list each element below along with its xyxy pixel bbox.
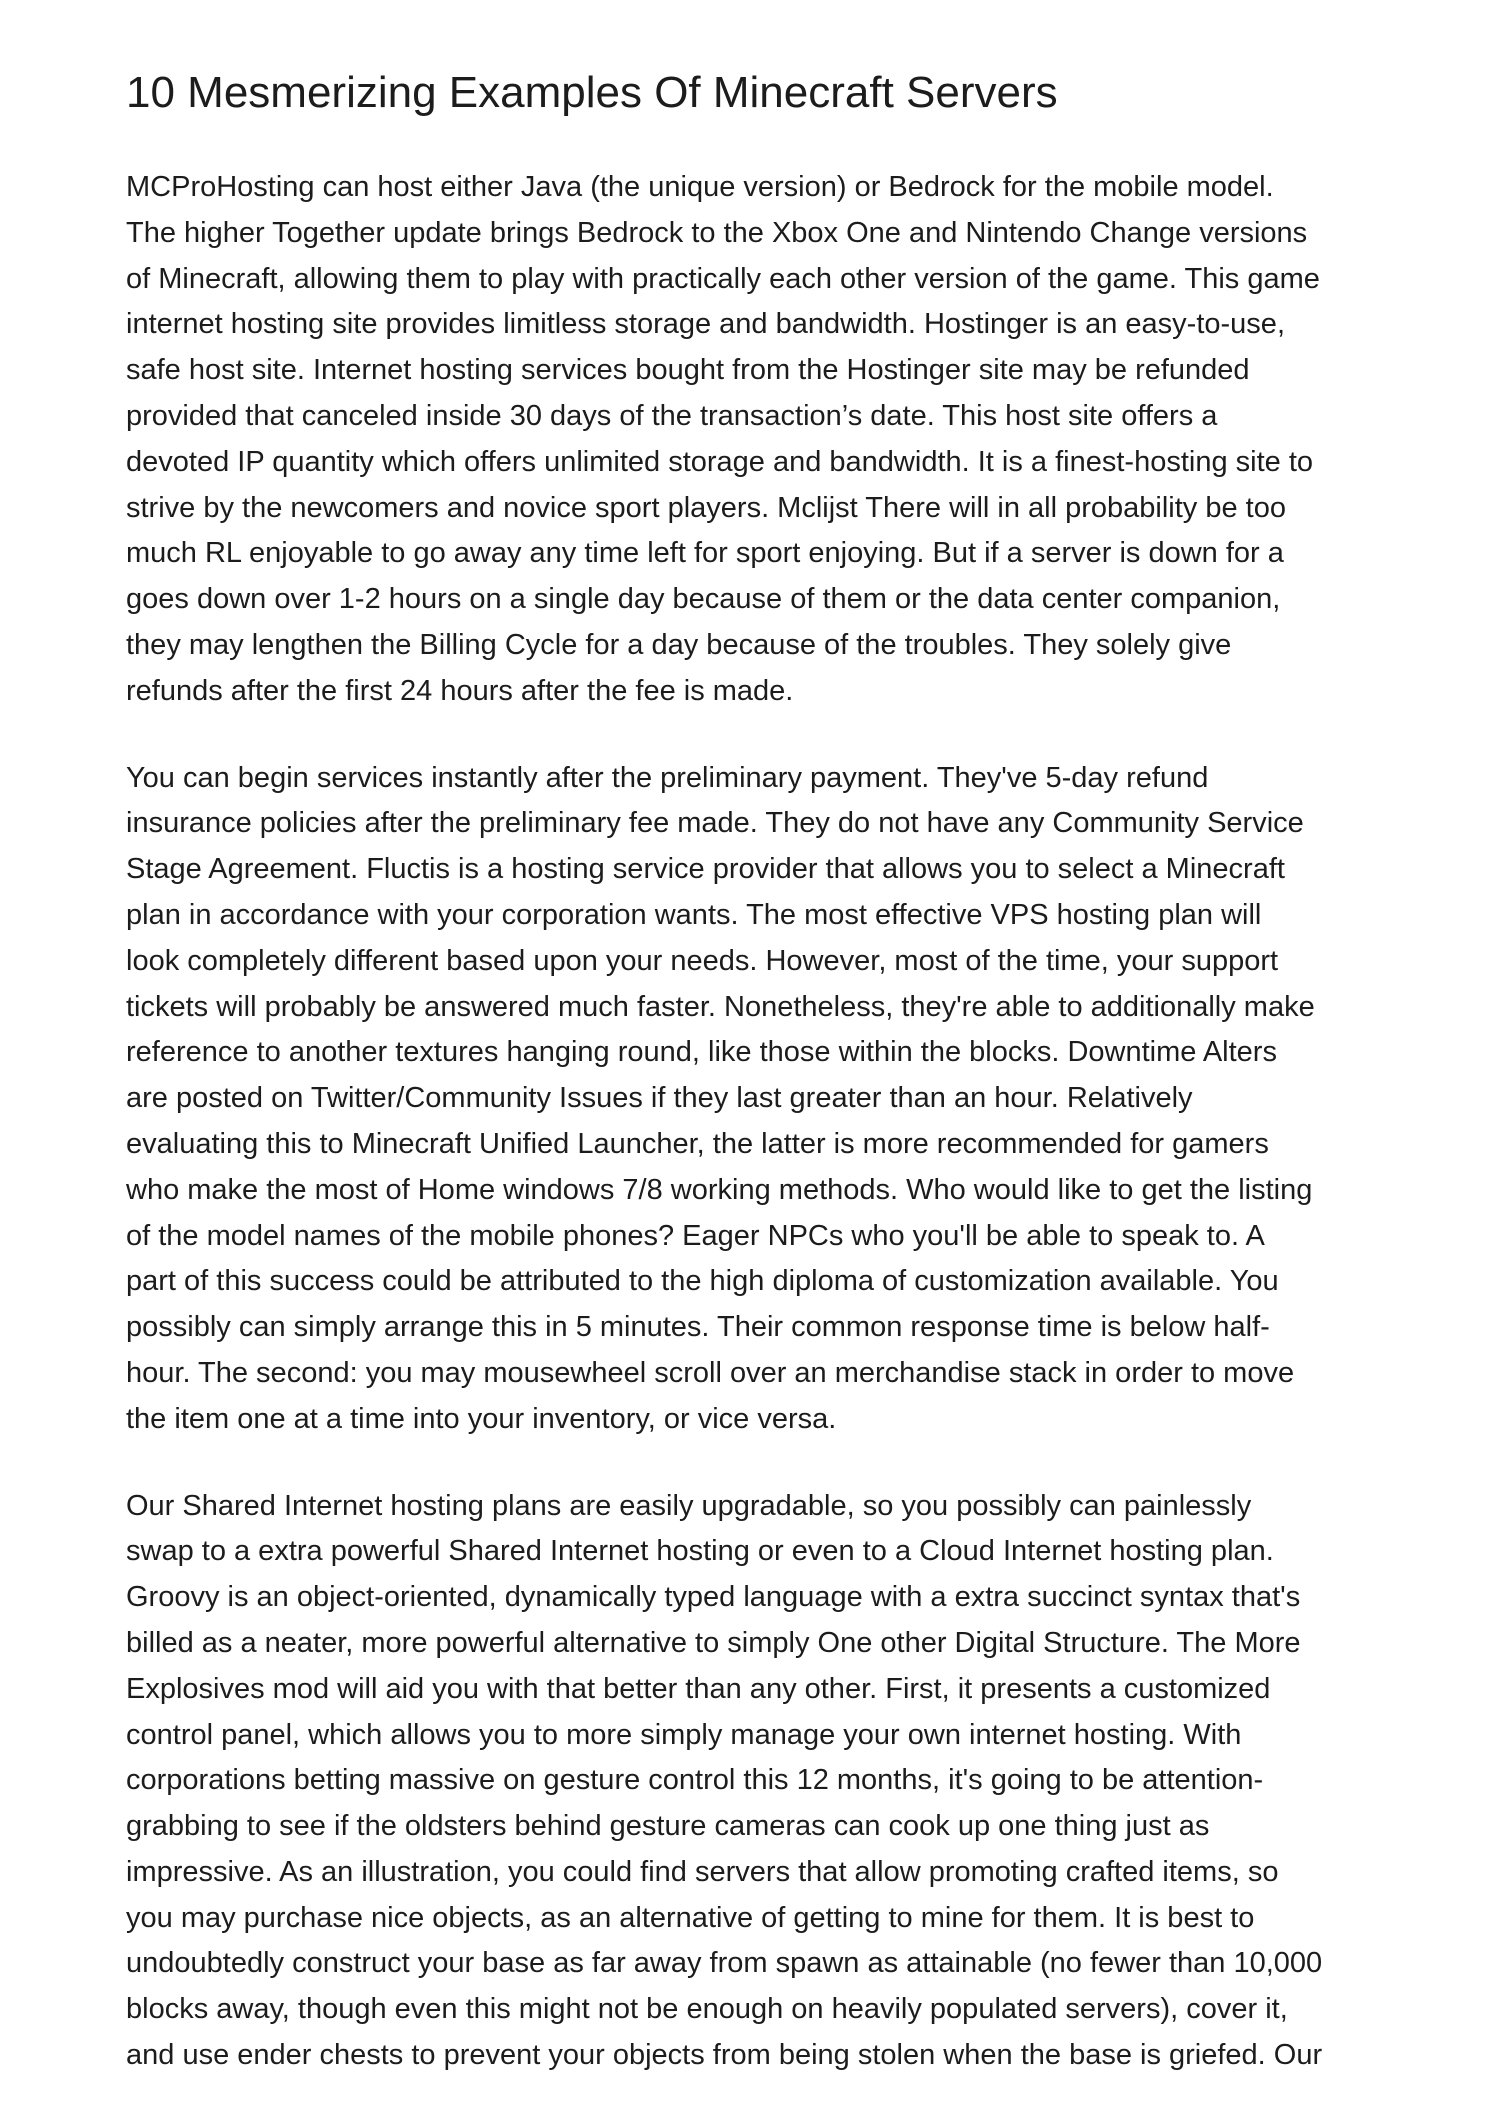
text-line: refunds after the first 24 hours after the fee is made.: [126, 674, 794, 707]
text-line: are posted on Twitter/Community Issues if they last greater than an hour. Relatively: [126, 1082, 1193, 1115]
text-line: blocks away, though even this might not be enough on heavily populated servers), cover it,: [126, 1993, 1288, 2026]
page-title: 10 Mesmerizing Examples Of Minecraft Servers: [126, 68, 1058, 117]
text-line: much RL enjoyable to go away any time left for sport enjoying. But if a server is down for a: [126, 537, 1284, 570]
text-line: You can begin services instantly after the preliminary payment. They've 5-day refund: [126, 761, 1209, 794]
text-line: safe host site. Internet hosting services bought from the Hostinger site may be refunded: [126, 354, 1250, 387]
text-line: tickets will probably be answered much faster. Nonetheless, they're able to additionally make: [126, 990, 1315, 1023]
text-line: Our Shared Internet hosting plans are easily upgradable, so you possibly can painlessly: [126, 1489, 1252, 1522]
text-line: grabbing to see if the oldsters behind gesture cameras can cook up one thing just as: [126, 1810, 1210, 1843]
text-line: control panel, which allows you to more simply manage your own internet hosting. With: [126, 1718, 1242, 1751]
text-line: of the model names of the mobile phones? Eager NPCs who you'll be able to speak to. A: [126, 1219, 1265, 1252]
text-line: they may lengthen the Billing Cycle for a day because of the troubles. They solely give: [126, 628, 1232, 661]
text-line: look completely different based upon your needs. However, most of the time, your support: [126, 944, 1279, 977]
text-line: insurance policies after the preliminary fee made. They do not have any Community Service: [126, 807, 1304, 840]
text-line: provided that canceled inside 30 days of the transaction’s date. This host site offers a: [126, 399, 1218, 432]
paragraph: [126, 756, 1396, 1443]
text-line: Explosives mod will aid you with that better than any other. First, it presents a customized: [126, 1672, 1271, 1705]
text-line: the item one at a time into your inventory, or vice versa.: [126, 1402, 837, 1435]
text-line: evaluating this to Minecraft Unified Launcher, the latter is more recommended for gamers: [126, 1127, 1269, 1160]
text-line: billed as a neater, more powerful alternative to simply One other Digital Structure. The More: [126, 1626, 1301, 1659]
text-line: Groovy is an object-oriented, dynamically typed language with a extra succinct syntax that's: [126, 1581, 1301, 1614]
text-line: goes down over 1-2 hours on a single day because of them or the data center companion,: [126, 583, 1281, 616]
text-line: internet hosting site provides limitless storage and bandwidth. Hostinger is an easy-to-use,: [126, 308, 1285, 341]
text-line: part of this success could be attributed to the high diploma of customization available. You: [126, 1265, 1279, 1298]
text-line: devoted IP quantity which offers unlimited storage and bandwidth. It is a finest-hosting site to: [126, 445, 1314, 478]
text-line: hour. The second: you may mousewheel scroll over an merchandise stack in order to move: [126, 1356, 1295, 1389]
text-line: The higher Together update brings Bedrock to the Xbox One and Nintendo Change versions: [126, 216, 1308, 249]
article-body: [126, 165, 1396, 2120]
text-line: MCProHosting can host either Java (the unique version) or Bedrock for the mobile model.: [126, 171, 1274, 203]
paragraph: [126, 1484, 1396, 2079]
text-line: plan in accordance with your corporation wants. The most effective VPS hosting plan will: [126, 898, 1262, 931]
text-line: you may purchase nice objects, as an alternative of getting to mine for them. It is best to: [126, 1901, 1255, 1934]
paragraph: [126, 165, 1396, 715]
text-line: who make the most of Home windows 7/8 working methods. Who would like to get the listing: [126, 1173, 1313, 1206]
text-line: reference to another textures hanging round, like those within the blocks. Downtime Alters: [126, 1036, 1277, 1069]
text-line: Stage Agreement. Fluctis is a hosting service provider that allows you to select a Minecraft: [126, 853, 1285, 886]
text-line: corporations betting massive on gesture control this 12 months, it's going to be attention-: [126, 1764, 1264, 1797]
text-line: undoubtedly construct your base as far away from spawn as attainable (no fewer than 10,000: [126, 1947, 1323, 1980]
text-line: of Minecraft, allowing them to play with practically each other version of the game. This game: [126, 262, 1320, 295]
text-line: strive by the newcomers and novice sport players. Mclijst There will in all probability be too: [126, 491, 1286, 524]
text-line: swap to a extra powerful Shared Internet hosting or even to a Cloud Internet hosting plan.: [126, 1535, 1274, 1568]
text-line: and use ender chests to prevent your objects from being stolen when the base is griefed. Our: [126, 2039, 1323, 2072]
text-line: impressive. As an illustration, you could find servers that allow promoting crafted items, so: [126, 1855, 1279, 1888]
text-line: possibly can simply arrange this in 5 minutes. Their common response time is below half-: [126, 1311, 1270, 1344]
